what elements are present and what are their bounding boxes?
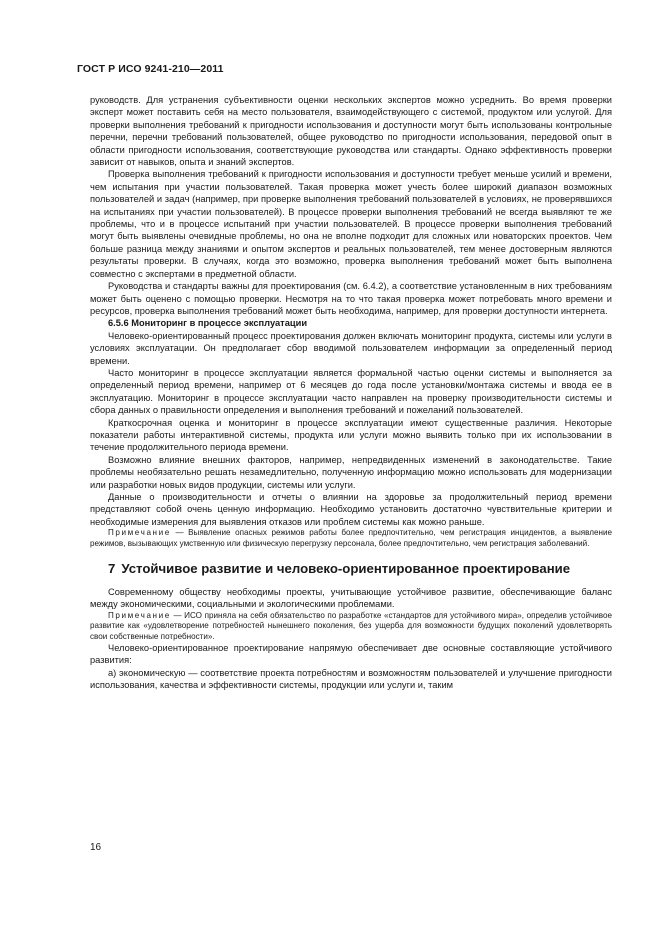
document-header: ГОСТ Р ИСО 9241-210—2011	[77, 63, 224, 75]
note-label: Примечание	[108, 528, 171, 538]
list-item: а) экономическую — соответствие проекта потребностям и возможностям пользователей и улучшение пригодности использования, качества и эффективности системы, продукции или услуги и, таким	[90, 667, 612, 691]
note-label: Примечание	[108, 610, 171, 620]
paragraph: Человеко-ориентированный процесс проектирования должен включать мониторинг продукта, системы или услуги в условиях эксплуатации. Он предполагает сбор вводимой пользователем информации за определенный период времени.	[90, 330, 612, 366]
paragraph: Современному обществу необходимы проекты, учитывающие устойчивое развитие, обеспечивающие баланс между экономическими, социальными и экологическими проблемами.	[90, 587, 612, 610]
page-number: 16	[90, 842, 102, 853]
note-text: — ИСО приняла на себя обязательство по разработке «стандартов для устойчивого мира», определив устойчивое развитие как «удовлетворение потребностей нынешнего поколения, без ущерба для возможности будущих поколений удовлетворять свои собственные потребности».	[90, 610, 612, 641]
paragraph: Руководства и стандарты важны для проектирования (см. 6.4.2), а соответствие установленным в них требованиям может быть оценено с помощью проверки. Несмотря на то что такая проверка может потребовать много времени и ресурсов, проверка выполнения требований может быть необходима, например, для проверки доступности интернета.	[90, 281, 612, 316]
paragraph: Часто мониторинг в процессе эксплуатации является формальной частью оценки системы и выполняется за определенный период времени, например от 6 месяцев до года после установки/монтажа системы и ввода ее в эксплуатацию. Мониторинг в процессе эксплуатации часто направлен на проверку производительности системы и сбора данных о правильности определения и выполнения требований и пожеланий пользователей.	[90, 367, 612, 416]
section-number: 7	[108, 561, 116, 577]
note-text: — Выявление опасных режимов работы более предпочтительно, чем регистрация инцидентов, а выявление режимов, вызывающих умственную или физическую перегрузку персонала, более предпочтительно, чем регистрация заболеваний.	[90, 528, 612, 548]
paragraph: Человеко-ориентированное проектирование напрямую обеспечивает две основные составляющие устойчивого развития:	[90, 643, 612, 666]
note	[90, 528, 612, 549]
note	[90, 611, 612, 642]
paragraph: Проверка выполнения требований к пригодности использования и доступности требует меньше усилий и времени, чем испытания при участии пользователей. Такая проверка может учесть более широкий диапазон возможных пользователей и задач (например, при проверке выполнения требований пользователей в условиях, не проверявшихся на испытаниях при участии пользователей). В процессе проверки выполнения требований не всегда выявляют те же проблемы, что и в процессе испытаний при участии пользователей. В процессе проверки выполнения требований могут быть выявлены очевидные проблемы, но она не вполне подходит для сложных или новаторских проектов. Чем больше разница между знаниями и опытом экспертов и реальных пользователей, тем менее достоверным являются результаты проверки. В случаях, когда это возможно, проверка выполнения требований может быть выполнена совместно с экспертами в предметной области.	[90, 169, 612, 279]
section-title: Устойчивое развитие и человеко-ориентированное проектирование	[121, 561, 571, 577]
paragraph: руководств. Для устранения субъективности оценки нескольких экспертов можно усреднить. Во время проверки эксперт может поставить себя на место пользователя, взаимодействующего с системой, продуктом или услугой. Для проверки выполнения требований к пригодности использования и доступности могут быть использованы контрольные перечни, перечни требований пользователей, общее руководство по пригодности использования, передовой опыт в области пригодности использования, соответствующие руководства или стандарты. Однако эффективность проверки зависит от навыков, опыта и знаний экспертов.	[90, 95, 612, 168]
paragraph: Краткосрочная оценка и мониторинг в процессе эксплуатации имеют существенные различия. Некоторые показатели работы интерактивной системы, продукта или услуги можно выявить только при их использовании в течение продолжительного периода времени.	[90, 417, 612, 453]
page-body	[90, 94, 612, 692]
subsection-title: 6.5.6 Мониторинг в процессе эксплуатации	[108, 318, 308, 329]
paragraph: Данные о производительности и отчеты о влиянии на здоровье за продолжительный период времени представляют собой очень ценную информацию. Необходимо установить достаточно чувствительные критерии и необходимые измерения для выявления отказов или проблем системы как можно раньше.	[90, 492, 612, 527]
paragraph: Возможно влияние внешних факторов, например, непредвиденных изменений в законодательстве. Такие проблемы необязательно решать незамедлительно, полученную информацию можно использовать для модернизации или разработки новых видов продукции, системы или услуги.	[90, 454, 612, 490]
section-heading	[108, 561, 612, 577]
